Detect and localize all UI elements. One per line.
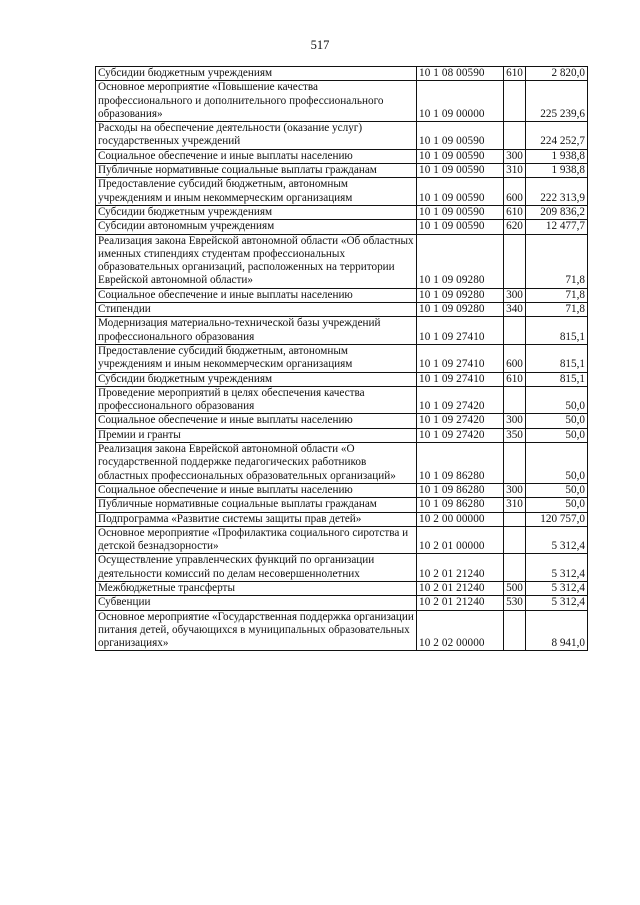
row-sum: 5 312,4 xyxy=(526,596,588,610)
row-name: Субсидии бюджетным учреждениям xyxy=(96,67,417,81)
row-expense-type xyxy=(504,443,526,484)
row-name: Расходы на обеспечение деятельности (оказание услуг) государственных учреждений xyxy=(96,122,417,150)
row-name: Основное мероприятие «Повышение качества профессионального и дополнительного профессионального образования» xyxy=(96,81,417,122)
row-code: 10 1 09 00590 xyxy=(417,205,504,219)
row-sum: 815,1 xyxy=(526,372,588,386)
row-code: 10 1 09 86280 xyxy=(417,483,504,497)
row-code: 10 1 09 00590 xyxy=(417,220,504,234)
row-sum: 5 312,4 xyxy=(526,581,588,595)
row-expense-type: 500 xyxy=(504,581,526,595)
row-sum: 225 239,6 xyxy=(526,81,588,122)
table-row xyxy=(96,234,588,288)
row-expense-type: 610 xyxy=(504,67,526,81)
row-expense-type xyxy=(504,610,526,651)
table-row xyxy=(96,303,588,317)
row-name: Межбюджетные трансферты xyxy=(96,581,417,595)
row-name: Социальное обеспечение и иные выплаты населению xyxy=(96,414,417,428)
row-sum: 224 252,7 xyxy=(526,122,588,150)
page-number: 517 xyxy=(310,38,330,52)
row-sum: 50,0 xyxy=(526,386,588,414)
table-row xyxy=(96,554,588,582)
table-row xyxy=(96,205,588,219)
row-sum: 1 938,8 xyxy=(526,149,588,163)
row-expense-type xyxy=(504,512,526,526)
table-row xyxy=(96,317,588,345)
row-code: 10 1 09 00590 xyxy=(417,178,504,206)
row-expense-type xyxy=(504,81,526,122)
row-code: 10 2 02 00000 xyxy=(417,610,504,651)
row-expense-type: 350 xyxy=(504,428,526,442)
table-row xyxy=(96,526,588,554)
row-expense-type xyxy=(504,122,526,150)
table-row xyxy=(96,483,588,497)
row-expense-type: 530 xyxy=(504,596,526,610)
row-expense-type xyxy=(504,386,526,414)
row-expense-type xyxy=(504,526,526,554)
table-row xyxy=(96,164,588,178)
row-sum: 5 312,4 xyxy=(526,526,588,554)
row-expense-type: 310 xyxy=(504,164,526,178)
table-row xyxy=(96,428,588,442)
row-expense-type: 300 xyxy=(504,288,526,302)
row-expense-type: 620 xyxy=(504,220,526,234)
row-expense-type: 600 xyxy=(504,344,526,372)
row-name: Социальное обеспечение и иные выплаты населению xyxy=(96,149,417,163)
row-name: Подпрограмма «Развитие системы защиты прав детей» xyxy=(96,512,417,526)
row-sum: 50,0 xyxy=(526,483,588,497)
budget-table xyxy=(95,66,588,651)
row-expense-type: 300 xyxy=(504,149,526,163)
table-row xyxy=(96,386,588,414)
row-code: 10 2 00 00000 xyxy=(417,512,504,526)
row-expense-type: 600 xyxy=(504,178,526,206)
row-expense-type: 310 xyxy=(504,498,526,512)
table-row xyxy=(96,610,588,651)
row-expense-type xyxy=(504,234,526,288)
row-sum: 50,0 xyxy=(526,428,588,442)
row-code: 10 1 09 27420 xyxy=(417,414,504,428)
row-code: 10 1 09 86280 xyxy=(417,498,504,512)
row-sum: 120 757,0 xyxy=(526,512,588,526)
row-code: 10 1 09 09280 xyxy=(417,234,504,288)
table-row xyxy=(96,372,588,386)
row-code: 10 1 09 86280 xyxy=(417,443,504,484)
row-sum: 71,8 xyxy=(526,234,588,288)
row-sum: 815,1 xyxy=(526,344,588,372)
row-code: 10 1 09 27410 xyxy=(417,344,504,372)
row-name: Публичные нормативные социальные выплаты гражданам xyxy=(96,164,417,178)
table-row xyxy=(96,67,588,81)
row-sum: 222 313,9 xyxy=(526,178,588,206)
row-name: Основное мероприятие «Профилактика социального сиротства и детской безнадзорности» xyxy=(96,526,417,554)
row-code: 10 1 09 00590 xyxy=(417,164,504,178)
table-row xyxy=(96,288,588,302)
row-expense-type: 610 xyxy=(504,205,526,219)
row-name: Субсидии бюджетным учреждениям xyxy=(96,205,417,219)
row-name: Основное мероприятие «Государственная поддержка организации питания детей, обучающихся в муниципальных образовательных организациях» xyxy=(96,610,417,651)
table-row xyxy=(96,178,588,206)
row-sum: 2 820,0 xyxy=(526,67,588,81)
row-name: Субсидии бюджетным учреждениям xyxy=(96,372,417,386)
row-code: 10 1 09 00000 xyxy=(417,81,504,122)
row-code: 10 1 09 27410 xyxy=(417,317,504,345)
row-expense-type: 610 xyxy=(504,372,526,386)
row-code: 10 1 09 27420 xyxy=(417,428,504,442)
table-row xyxy=(96,149,588,163)
table-row xyxy=(96,512,588,526)
row-sum: 50,0 xyxy=(526,414,588,428)
row-code: 10 1 09 27420 xyxy=(417,386,504,414)
row-sum: 50,0 xyxy=(526,498,588,512)
row-code: 10 2 01 21240 xyxy=(417,581,504,595)
row-expense-type: 300 xyxy=(504,414,526,428)
table-row xyxy=(96,581,588,595)
row-name: Премии и гранты xyxy=(96,428,417,442)
row-name: Предоставление субсидий бюджетным, автономным учреждениям и иным некоммерческим организациям xyxy=(96,178,417,206)
table-row xyxy=(96,498,588,512)
row-sum: 12 477,7 xyxy=(526,220,588,234)
row-name: Субвенции xyxy=(96,596,417,610)
row-code: 10 1 09 27410 xyxy=(417,372,504,386)
row-name: Осуществление управленческих функций по организации деятельности комиссий по делам несовершеннолетних xyxy=(96,554,417,582)
budget-table-body xyxy=(96,67,588,651)
row-code: 10 1 09 00590 xyxy=(417,122,504,150)
row-sum: 5 312,4 xyxy=(526,554,588,582)
row-name: Модернизация материально-технической базы учреждений профессионального образования xyxy=(96,317,417,345)
row-name: Реализация закона Еврейской автономной области «Об областных именных стипендиях студентам профессиональных образовательных организаций, расположенных на территории Еврейской автономной области» xyxy=(96,234,417,288)
row-expense-type: 340 xyxy=(504,303,526,317)
row-name: Стипендии xyxy=(96,303,417,317)
row-sum: 50,0 xyxy=(526,443,588,484)
row-sum: 815,1 xyxy=(526,317,588,345)
row-code: 10 2 01 00000 xyxy=(417,526,504,554)
table-row xyxy=(96,81,588,122)
row-name: Социальное обеспечение и иные выплаты населению xyxy=(96,483,417,497)
row-code: 10 1 08 00590 xyxy=(417,67,504,81)
row-code: 10 2 01 21240 xyxy=(417,596,504,610)
row-expense-type xyxy=(504,554,526,582)
row-sum: 209 836,2 xyxy=(526,205,588,219)
row-sum: 71,8 xyxy=(526,288,588,302)
table-row xyxy=(96,220,588,234)
table-row xyxy=(96,414,588,428)
table-row xyxy=(96,344,588,372)
row-code: 10 1 09 00590 xyxy=(417,149,504,163)
row-name: Предоставление субсидий бюджетным, автономным учреждениям и иным некоммерческим организациям xyxy=(96,344,417,372)
row-name: Публичные нормативные социальные выплаты гражданам xyxy=(96,498,417,512)
row-sum: 8 941,0 xyxy=(526,610,588,651)
row-code: 10 1 09 09280 xyxy=(417,303,504,317)
row-name: Проведение мероприятий в целях обеспечения качества профессионального образования xyxy=(96,386,417,414)
row-code: 10 2 01 21240 xyxy=(417,554,504,582)
row-name: Реализация закона Еврейской автономной области «О государственной поддержке педагогических работников областных профессиональных образовательных организаций» xyxy=(96,443,417,484)
row-code: 10 1 09 09280 xyxy=(417,288,504,302)
row-expense-type xyxy=(504,317,526,345)
table-row xyxy=(96,122,588,150)
row-expense-type: 300 xyxy=(504,483,526,497)
table-row xyxy=(96,596,588,610)
row-sum: 1 938,8 xyxy=(526,164,588,178)
row-sum: 71,8 xyxy=(526,303,588,317)
table-row xyxy=(96,443,588,484)
row-name: Субсидии автономным учреждениям xyxy=(96,220,417,234)
row-name: Социальное обеспечение и иные выплаты населению xyxy=(96,288,417,302)
